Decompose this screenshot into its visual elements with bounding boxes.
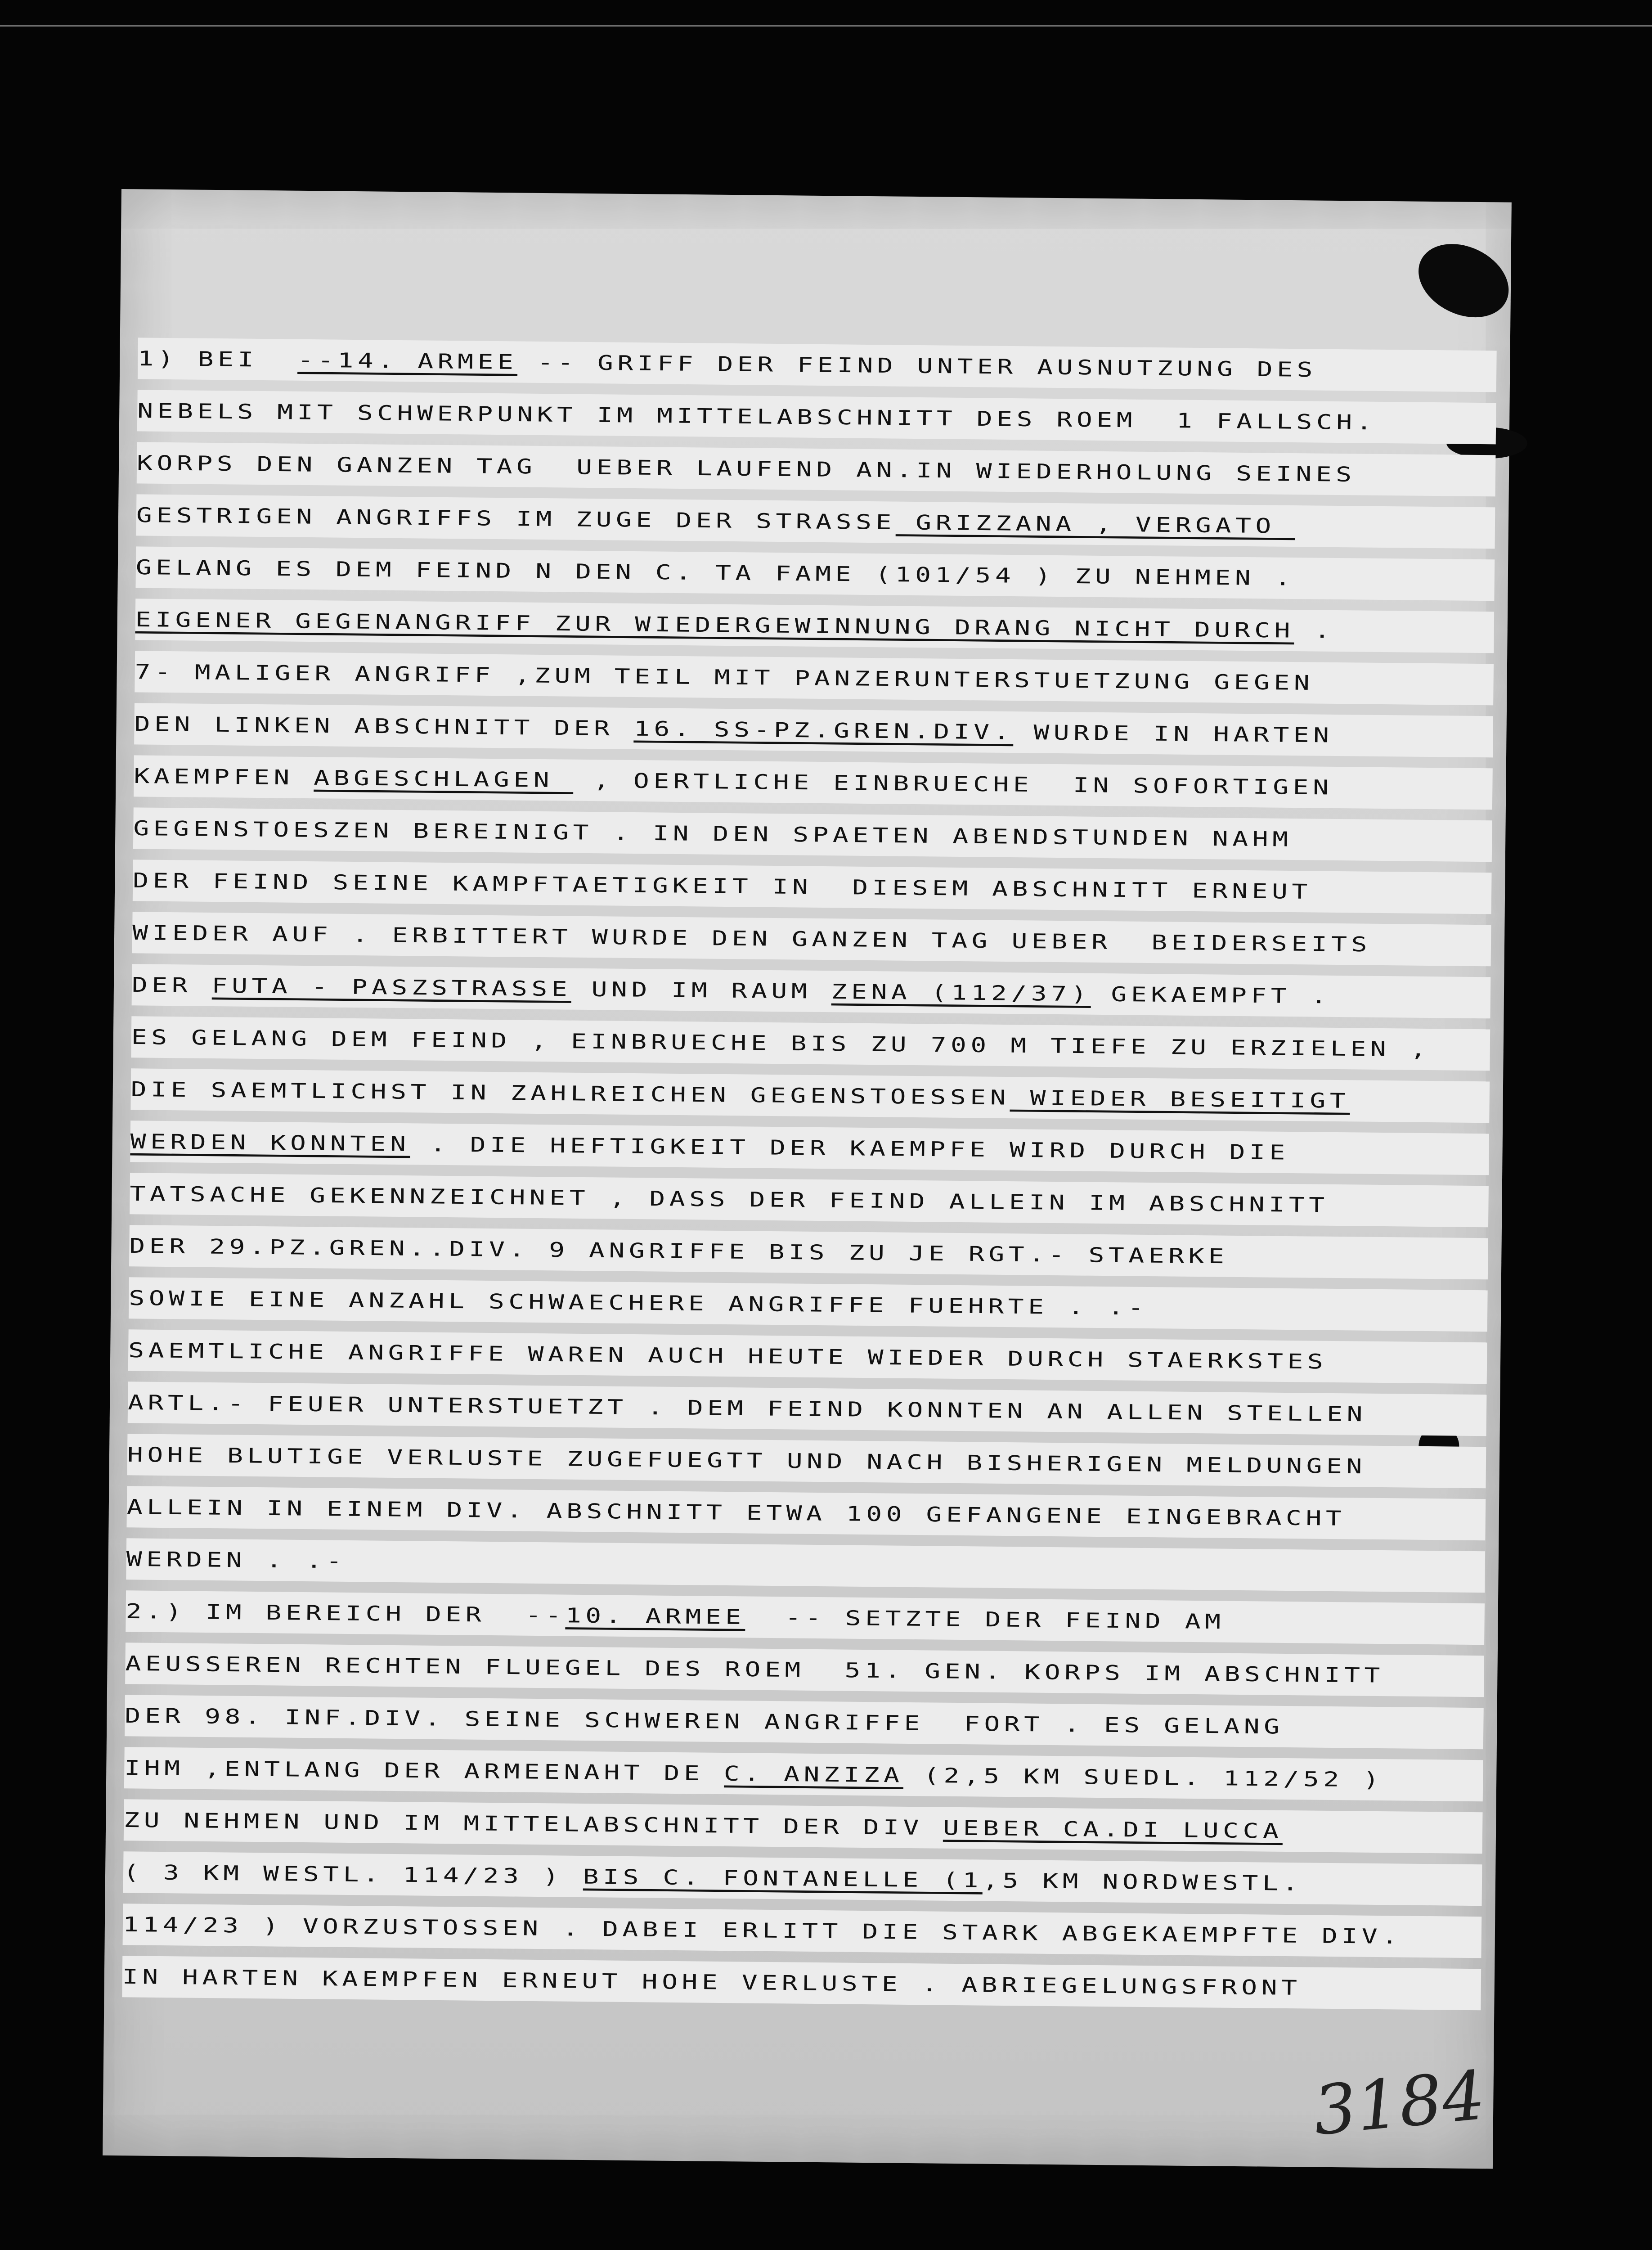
- underlined-phrase: 10. ARMEE: [566, 1603, 745, 1631]
- underlined-phrase: BIS C. FONTANELLE (1: [583, 1865, 983, 1894]
- underlined-phrase: WERDEN KONNTEN: [130, 1130, 410, 1158]
- film-edge-line: [0, 25, 1652, 27]
- underlined-phrase: WIEDER BESEITIGT: [1010, 1086, 1350, 1115]
- text-segment: (2,5 KM SUEDL. 112/52 ): [903, 1763, 1383, 1792]
- text-segment: .: [1294, 618, 1335, 643]
- typed-text-body: [121, 189, 1512, 2000]
- text-segment: UND IM RAUM: [571, 977, 831, 1004]
- text-segment: AEUSSEREN RECHTEN FLUEGEL DES ROEM 51. GEN. KORPS IM ABSCHNITT: [125, 1651, 1385, 1688]
- text-segment: NEBELS MIT SCHWERPUNKT IM MITTELABSCHNITT DES ROEM 1 FALLSCH.: [137, 398, 1377, 435]
- handwritten-page-number: 3184: [1310, 2056, 1489, 2151]
- text-segment: DER FEIND SEINE KAMPFTAETIGKEIT IN DIESEM ABSCHNITT ERNEUT: [132, 868, 1312, 904]
- underlined-phrase: GRIZZANA , VERGATO: [896, 510, 1296, 540]
- text-segment: WERDEN . .-: [126, 1547, 346, 1573]
- text-segment: SAEMTLICHE ANGRIFFE WAREN AUCH HEUTE WIEDER DURCH STAERKSTES: [128, 1338, 1328, 1374]
- underlined-phrase: ZENA (112/37): [831, 980, 1091, 1008]
- text-segment: HOHE BLUTIGE VERLUSTE ZUGEFUEGTT UND NACH BISHERIGEN MELDUNGEN: [127, 1442, 1367, 1479]
- text-segment: ZU NEHMEN UND IM MITTELABSCHNITT DER DIV: [123, 1808, 943, 1840]
- text-segment: 114/23 ) VORZUSTOSSEN . DABEI ERLITT DIE STARK ABGEKAEMPFTE DIV.: [122, 1912, 1402, 1949]
- text-segment: DER 98. INF.DIV. SEINE SCHWEREN ANGRIFFE FORT . ES GELANG: [125, 1703, 1284, 1739]
- text-segment: TATSACHE GEKENNZEICHNET , DASS DER FEIND ALLEIN IM ABSCHNITT: [130, 1181, 1329, 1217]
- text-segment: WIEDER AUF . ERBITTERT WURDE DEN GANZEN TAG UEBER BEIDERSEITS: [132, 920, 1372, 957]
- text-segment: IHM ,ENTLANG DER ARMEENAHT DE: [124, 1755, 724, 1786]
- text-segment: IN HARTEN KAEMPFEN ERNEUT HOHE VERLUSTE . ABRIEGELUNGSFRONT: [122, 1964, 1302, 2000]
- underlined-phrase: UEBER CA.DI LUCCA: [943, 1816, 1283, 1845]
- text-segment: ARTL.- FEUER UNTERSTUETZT . DEM FEIND KONNTEN AN ALLEN STELLEN: [127, 1390, 1367, 1426]
- text-segment: GESTRIGEN ANGRIFFS IM ZUGE DER STRASSE: [136, 503, 896, 535]
- document-page: [103, 189, 1512, 2169]
- text-segment: DER: [131, 972, 212, 998]
- underlined-phrase: --14. ARMEE: [297, 348, 517, 376]
- underlined-phrase: C. ANZIZA: [724, 1761, 904, 1789]
- text-segment: KORPS DEN GANZEN TAG UEBER LAUFEND AN.IN WIEDERHOLUNG SEINES: [136, 450, 1356, 486]
- text-segment: ES GELANG DEM FEIND , EINBRUECHE BIS ZU 700 M TIEFE ZU ERZIELEN ,: [131, 1025, 1431, 1062]
- text-segment: GEGENSTOESZEN BEREINIGT . IN DEN SPAETEN ABENDSTUNDEN NAHM: [133, 816, 1293, 851]
- text-segment: ( 3 KM WESTL. 114/23 ): [123, 1860, 583, 1889]
- text-segment: , OERTLICHE EINBRUECHE IN SOFORTIGEN: [573, 768, 1333, 800]
- text-segment: 7- MALIGER ANGRIFF ,ZUM TEIL MIT PANZERUNTERSTUETZUNG GEGEN: [135, 659, 1314, 695]
- underlined-phrase: ABGESCHLAGEN: [314, 766, 574, 794]
- text-segment: SOWIE EINE ANZAHL SCHWAECHERE ANGRIFFE FUEHRTE . .-: [129, 1286, 1148, 1320]
- ink-blot: [1406, 230, 1521, 332]
- text-segment: WURDE IN HARTEN: [1013, 720, 1333, 747]
- underlined-phrase: FUTA - PASZSTRASSE: [211, 973, 571, 1003]
- text-segment: DIE SAEMTLICHST IN ZAHLREICHEN GEGENSTOESSEN: [130, 1077, 1010, 1110]
- text-segment: GELANG ES DEM FEIND N DEN C. TA FAME (101/54 ) ZU NEHMEN .: [135, 555, 1295, 590]
- text-segment: -- SETZTE DER FEIND AM: [745, 1605, 1225, 1634]
- text-segment: ALLEIN IN EINEM DIV. ABSCHNITT ETWA 100 GEFANGENE EINGEBRACHT: [126, 1494, 1346, 1530]
- text-segment: 2.) IM BEREICH DER --: [126, 1599, 566, 1628]
- text-segment: 1) BEI: [138, 346, 298, 372]
- text-segment: DEN LINKEN ABSCHNITT DER: [134, 711, 634, 741]
- text-segment: -- GRIFF DER FEIND UNTER AUSNUTZUNG DES: [517, 350, 1317, 382]
- underlined-phrase: EIGENER GEGENANGRIFF ZUR WIEDERGEWINNUNG DRANG NICHT DURCH: [135, 608, 1295, 644]
- text-segment: GEKAEMPFT .: [1091, 982, 1331, 1008]
- text-segment: DER 29.PZ.GREN..DIV. 9 ANGRIFFE BIS ZU JE RGT.- STAERKE: [129, 1233, 1229, 1269]
- text-segment: . DIE HEFTIGKEIT DER KAEMPFE WIRD DURCH DIE: [410, 1132, 1290, 1165]
- text-segment: ,5 KM NORDWESTL.: [982, 1868, 1302, 1895]
- text-segment: KAEMPFEN: [134, 764, 314, 790]
- underlined-phrase: 16. SS-PZ.GREN.DIV.: [634, 716, 1014, 746]
